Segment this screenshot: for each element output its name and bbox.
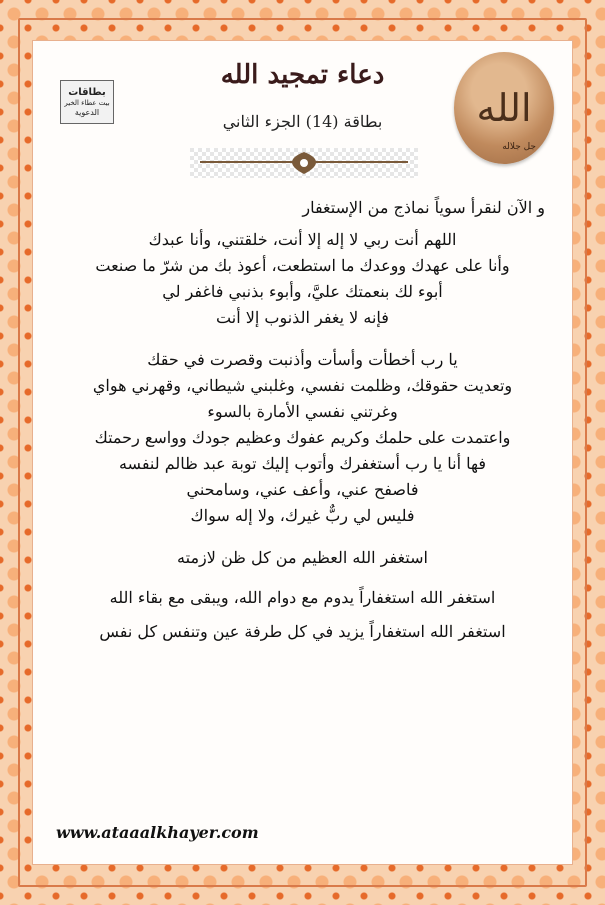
prayer-content (60, 188, 545, 640)
website-link[interactable]: www.ataaalkhayer.com (56, 823, 259, 842)
prayer-line: وغرتني نفسي الأمارة بالسوء (207, 402, 398, 421)
prayer-line: فها أنا يا رب أستغفرك وأتوب إليك توبة عبد ظالم لنفسه (118, 454, 487, 473)
title-ornament (190, 148, 418, 178)
allah-calligraphy: الله (476, 86, 532, 130)
card-subtitle: بطاقة (14) الجزء الثاني (222, 112, 383, 131)
medallion-caption: جل جلاله (502, 142, 536, 152)
logo-left-line3: الدعوية (74, 107, 100, 117)
prayer-line: وتعديت حقوقك، وظلمت نفسي، وغلبني شيطاني، وقهرني هواي (92, 376, 513, 395)
prayer-line: فليس لي ربٌّ غيرك، ولا إله سواك (190, 506, 415, 525)
prayer-line: فاصفح عني، وأعف عني، وسامحني (186, 480, 419, 499)
card-title: دعاء تمجيد الله (220, 60, 385, 90)
title-area (0, 60, 605, 90)
prayer-line: فإنه لا يغفر الذنوب إلا أنت (216, 308, 389, 327)
prayer-line: استغفر الله استغفاراً يزيد في كل طرفة عين وتنفس كل نفس (99, 622, 506, 641)
prayer-line: استغفر الله استغفاراً يدوم مع دوام الله، ويبقى مع بقاء الله (109, 588, 496, 607)
prayer-line: يا رب أخطأت وأسأت وأذنبت وقصرت في حقك (147, 350, 458, 369)
prayer-line: اللهم أنت ربي لا إله إلا أنت، خلقتني، وأنا عبدك (148, 230, 457, 249)
intro-line: و الآن لنقرأ سوياً نماذج من الإستغفار (302, 198, 545, 217)
logo-left-line1: بطاقات (68, 86, 106, 98)
prayer-line: أبوء لك بنعمتك عليَّ، وأبوء بذنبي فاغفر لي (162, 282, 443, 301)
logo-left-line2: بيت عطاء الخير (64, 98, 110, 107)
prayer-line: واعتمدت على حلمك وكريم عفوك وعظيم جودك وواسع رحمتك (94, 428, 511, 447)
prayer-line: وأنا على عهدك ووعدك ما استطعت، أعوذ بك من شرّ ما صنعت (95, 256, 510, 275)
prayer-line: استغفر الله العظيم من كل ظن لازمته (177, 548, 428, 567)
